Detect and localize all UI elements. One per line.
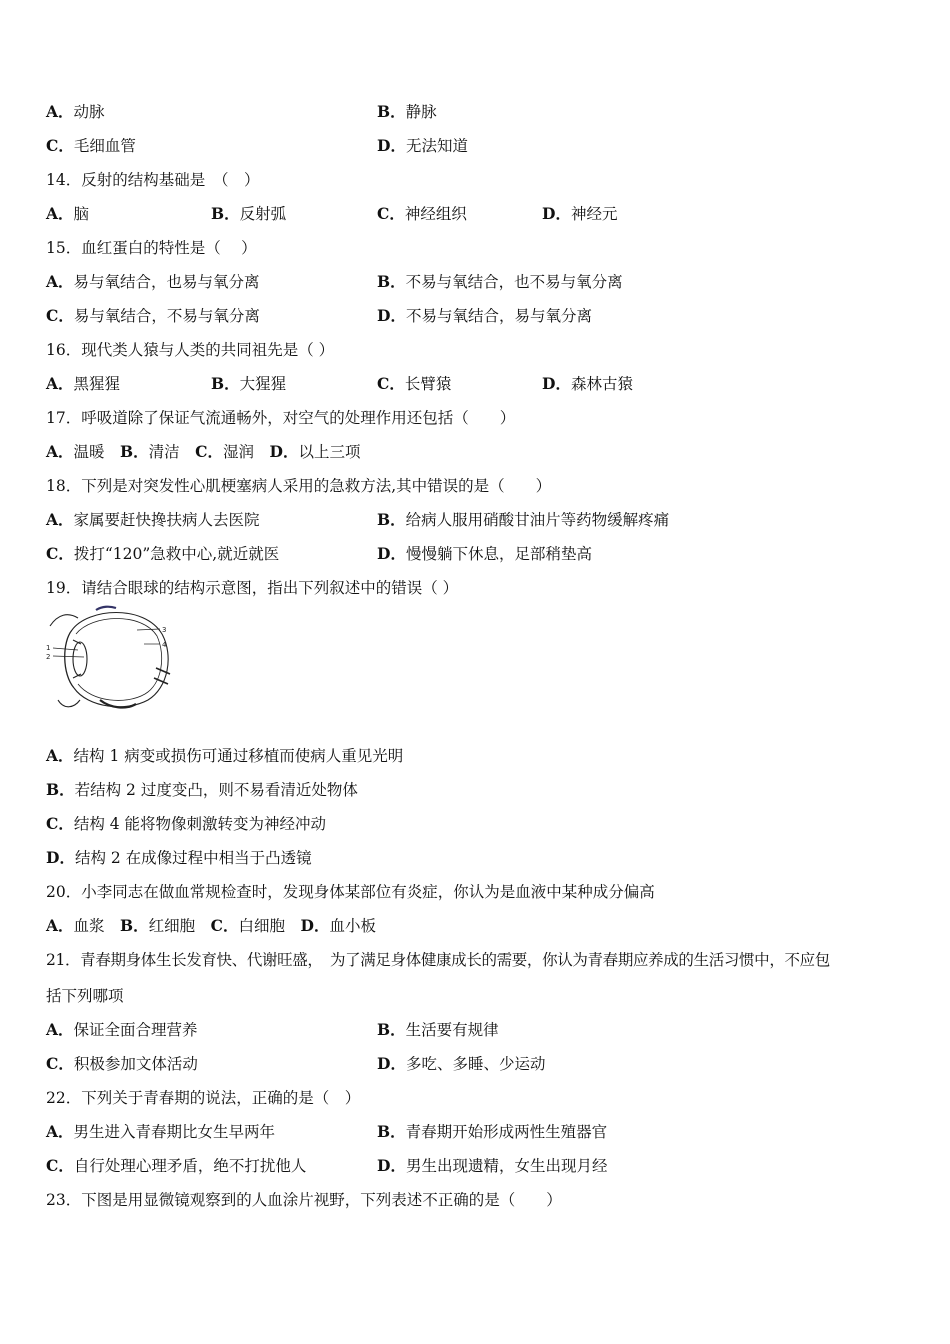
q13-option-b: B．静脉 (377, 102, 437, 121)
q14-option-b: B．反射弧 (211, 204, 287, 223)
q22-option-b: B．青春期开始形成两性生殖器官 (377, 1122, 608, 1141)
eye-iris (73, 640, 81, 678)
q16-option-c: C．长臂猿 (377, 374, 452, 393)
q21-option-d: D．多吃、多睡、少运动 (377, 1054, 546, 1073)
q17-stem: 17．呼吸道除了保证气流通畅外，对空气的处理作用还包括（ ） (46, 409, 516, 427)
q18-option-a: A．家属要赶快搀扶病人去医院 (46, 510, 260, 529)
q22-option-a: A．男生进入青春期比女生早两年 (46, 1122, 276, 1141)
eye-label-3: 3 (162, 626, 167, 634)
eye-label-2: 2 (46, 653, 51, 661)
q14-option-c: C．神经组织 (377, 204, 467, 223)
eye-lower-eyelid (58, 700, 80, 707)
q15-option-b: B．不易与氧结合，也不易与氧分离 (377, 272, 623, 291)
q14-option-d: D．神经元 (542, 204, 618, 223)
q20-stem: 20．小李同志在做血常规检查时，发现身体某部位有炎症，你认为是血液中某种成分偏高 (46, 883, 655, 901)
eye-label-1: 1 (46, 644, 51, 652)
q16-stem: 16．现代类人猿与人类的共同祖先是（ ） (46, 341, 335, 359)
q19-option-b: B．若结构 2 过度变凸，则不易看清近处物体 (46, 780, 358, 799)
q15-option-c: C．易与氧结合，不易与氧分离 (46, 306, 260, 325)
leader-line-3 (137, 629, 160, 630)
q14-option-a: A．脑 (46, 204, 90, 223)
q16-option-d: D．森林古猿 (542, 374, 633, 393)
eye-muscle-top (96, 607, 116, 610)
q15-stem: 15．血红蛋白的特性是（ ） (46, 239, 257, 257)
q18-option-c: C．拨打“120”急救中心,就近就医 (46, 544, 280, 563)
leader-line-2 (53, 656, 84, 657)
q21-stem-line2: 括下列哪项 (46, 987, 124, 1005)
q15-option-a: A．易与氧结合，也易与氧分离 (46, 272, 260, 291)
q13-option-d: D．无法知道 (377, 136, 468, 155)
q17-options: A．温暖 B．清洁 C．湿润 D．以上三项 (46, 442, 361, 461)
q18-option-b: B．给病人服用硝酸甘油片等药物缓解疼痛 (377, 510, 670, 529)
q13-option-a: A．动脉 (46, 102, 105, 121)
q18-stem: 18．下列是对突发性心肌梗塞病人采用的急救方法,其中错误的是（ ） (46, 477, 552, 495)
q21-option-c: C．积极参加文体活动 (46, 1054, 198, 1073)
q19-option-d: D．结构 2 在成像过程中相当于凸透镜 (46, 848, 312, 867)
q13-option-c: C．毛细血管 (46, 136, 136, 155)
q21-option-a: A．保证全面合理营养 (46, 1020, 198, 1039)
q23-stem: 23．下图是用显微镜观察到的人血涂片视野，下列表述不正确的是（ ） (46, 1191, 562, 1209)
q16-option-a: A．黑猩猩 (46, 374, 121, 393)
q14-stem: 14．反射的结构基础是 （ ） (46, 171, 260, 189)
q22-option-d: D．男生出现遗精，女生出现月经 (377, 1156, 608, 1175)
q19-option-c: C．结构 4 能将物像刺激转变为神经冲动 (46, 814, 327, 833)
q20-options: A．血浆 B．红细胞 C．白细胞 D．血小板 (46, 916, 376, 935)
q21-stem-line1: 21．青春期身体生长发育快、代谢旺盛， 为了满足身体健康成长的需要，你认为青春期应养成的生活习惯中，不应包 (46, 951, 830, 969)
eye-lens (73, 642, 87, 676)
q18-option-d: D．慢慢躺下休息，足部稍垫高 (377, 544, 592, 563)
eye-upper-eyelid (50, 615, 78, 626)
q15-option-d: D．不易与氧结合，易与氧分离 (377, 306, 592, 325)
eye-retina-outline (76, 619, 162, 701)
q21-option-b: B．生活要有规律 (377, 1020, 499, 1039)
q22-stem: 22．下列关于青春期的说法，正确的是（ ） (46, 1089, 361, 1107)
q16-option-b: B．大猩猩 (211, 374, 287, 393)
q19-option-a: A．结构 1 病变或损伤可通过移植而使病人重见光明 (46, 746, 404, 765)
q19-stem: 19．请结合眼球的结构示意图，指出下列叙述中的错误（ ） (46, 579, 459, 597)
eyeball-diagram (44, 604, 174, 712)
eye-label-4: 4 (162, 641, 167, 649)
eye-sclera-outline (72, 613, 168, 707)
q22-option-c: C．自行处理心理矛盾，绝不打扰他人 (46, 1156, 307, 1175)
eye-muscle-bottom (100, 700, 136, 707)
